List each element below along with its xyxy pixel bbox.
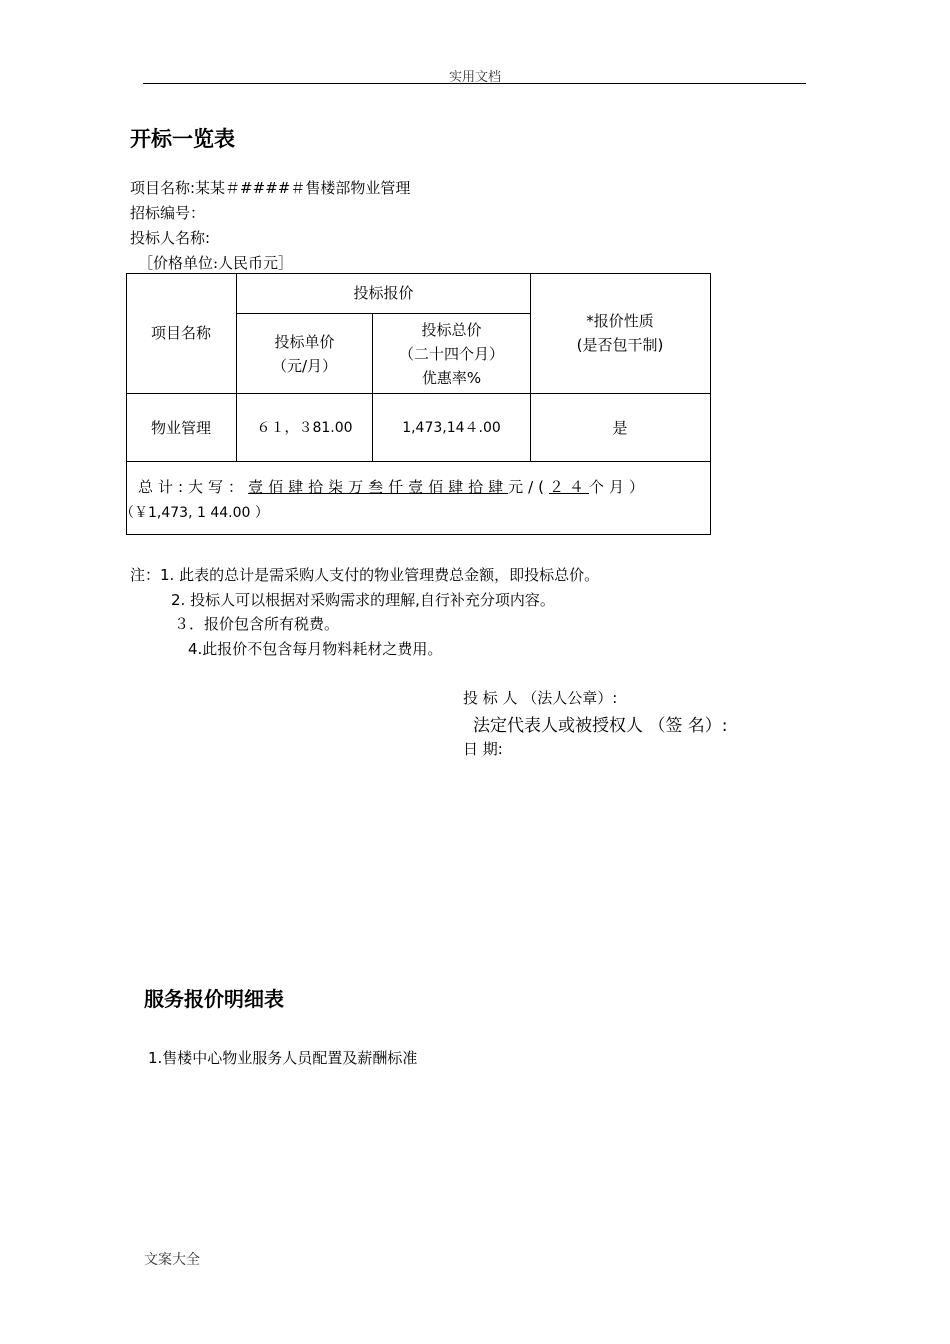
signature-legal-rep: 法定代表人或被授权人 （签 名）: bbox=[473, 716, 728, 736]
total-amount-numeric: （￥1,473, 1 44.00 ） bbox=[120, 505, 269, 521]
header-price-nature-label: *报价性质 bbox=[586, 312, 654, 330]
project-name: 项目名称:某某＃####＃售楼部物业管理 bbox=[130, 179, 411, 197]
row-total-price-value: 1,473,14４.00 bbox=[402, 419, 501, 436]
header-total-price bbox=[373, 314, 530, 393]
row-price-nature-value: 是 bbox=[612, 418, 628, 437]
header-unit-price bbox=[237, 314, 372, 393]
row-price-nature bbox=[531, 394, 709, 461]
page-title: 开标一览表 bbox=[130, 127, 235, 151]
row-total-price bbox=[373, 394, 530, 461]
note-4: 4.此报价不包含每月物料耗材之费用。 bbox=[188, 640, 443, 658]
total-amount-words bbox=[138, 476, 649, 497]
section-item-1: 1.售楼中心物业服务人员配置及薪酬标准 bbox=[148, 1049, 418, 1067]
page-footer: 文案大全 bbox=[144, 1252, 200, 1268]
header-total-price-label: 投标总价 bbox=[421, 320, 482, 339]
total-month-unit: 个月） bbox=[589, 478, 650, 496]
total-uppercase: 壹佰肆拾柒万叁仟壹佰肆拾肆 bbox=[248, 478, 509, 496]
table-divider bbox=[126, 461, 710, 462]
bidder-name: 投标人名称: bbox=[130, 229, 211, 247]
total-suffix: 元/( bbox=[508, 478, 549, 496]
row-project-name bbox=[126, 394, 236, 461]
header-price-nature bbox=[531, 273, 709, 393]
header-bid-price bbox=[237, 273, 530, 313]
section-title: 服务报价明细表 bbox=[144, 987, 284, 1011]
row-unit-price bbox=[237, 394, 372, 461]
signature-bidder: 投 标 人 （法人公章）: bbox=[463, 689, 618, 707]
row-project-name-value: 物业管理 bbox=[150, 418, 211, 437]
header-total-price-period: （二十四个月） bbox=[398, 344, 504, 363]
header-unit-price-label: 投标单价 bbox=[274, 332, 335, 351]
row-unit-price-value: ６１，３81.00 bbox=[256, 419, 353, 436]
header-divider bbox=[143, 83, 806, 84]
total-label: 总计:大写： bbox=[138, 478, 249, 496]
header-project-name-label: 项目名称 bbox=[150, 324, 211, 342]
bid-number: 招标编号： bbox=[130, 204, 206, 222]
total-months: ２４ bbox=[548, 478, 589, 496]
price-unit: ［价格单位:人民币元］ bbox=[138, 254, 294, 272]
header-discount-rate: 优惠率% bbox=[421, 368, 482, 387]
note-2: 2. 投标人可以根据对采购需求的理解,自行补充分项内容。 bbox=[171, 591, 555, 609]
header-unit-price-unit: （元/月） bbox=[271, 356, 338, 375]
header-price-nature-sub: (是否包干制) bbox=[576, 336, 664, 354]
signature-date: 日 期: bbox=[463, 740, 503, 758]
note-3: ３．报价包含所有税费。 bbox=[174, 615, 340, 633]
note-1: 注：1. 此表的总计是需采购人支付的物业管理费总金额，即投标总价。 bbox=[130, 566, 600, 584]
header-project-name bbox=[126, 273, 236, 393]
header-bid-price-label: 投标报价 bbox=[353, 284, 414, 302]
page-header: 实用文档 bbox=[448, 70, 501, 85]
